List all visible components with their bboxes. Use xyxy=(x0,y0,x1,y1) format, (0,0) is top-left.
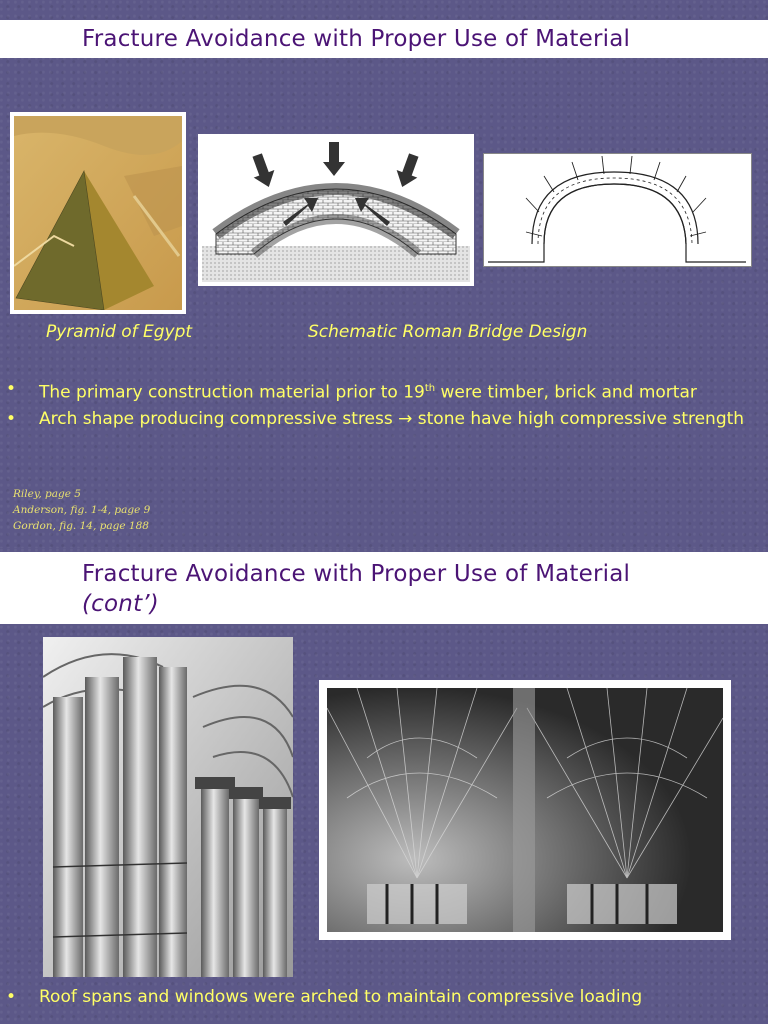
pyramid-photo xyxy=(10,112,186,314)
reference-item: Anderson, fig. 1-4, page 9 xyxy=(13,504,151,516)
references xyxy=(13,486,150,534)
slide-2 xyxy=(0,548,768,1024)
arch-force-diagram xyxy=(483,153,752,267)
bullet-marker: • xyxy=(6,408,17,429)
bullet-item: • Arch shape producing compressive stress → stone have high compressive strength xyxy=(0,406,762,432)
fan-vault-photo xyxy=(319,680,731,940)
pyramid-caption: Pyramid of Egypt xyxy=(46,322,193,342)
slide-title-continued: (cont’) xyxy=(82,591,159,617)
bullet-marker: • xyxy=(6,987,17,1007)
bridge-caption: Schematic Roman Bridge Design xyxy=(308,322,588,342)
title-band xyxy=(0,552,768,624)
slide-title: Fracture Avoidance with Proper Use of Material xyxy=(82,26,631,52)
bullet-list xyxy=(0,376,762,432)
reference-item: Riley, page 5 xyxy=(13,488,81,500)
cathedral-columns-photo xyxy=(43,637,293,977)
reference-item: Gordon, fig. 14, page 188 xyxy=(13,520,149,532)
bullet-list xyxy=(0,984,762,1010)
bullet-marker: • xyxy=(6,379,17,399)
roman-bridge-diagram xyxy=(198,134,474,286)
title-band xyxy=(0,20,768,58)
slide-title: Fracture Avoidance with Proper Use of Material xyxy=(82,561,631,587)
bullet-item: • The primary construction material prior to 19th were timber, brick and mortar xyxy=(0,376,762,406)
bullet-item: • Roof spans and windows were arched to maintain compressive loading xyxy=(0,984,762,1010)
